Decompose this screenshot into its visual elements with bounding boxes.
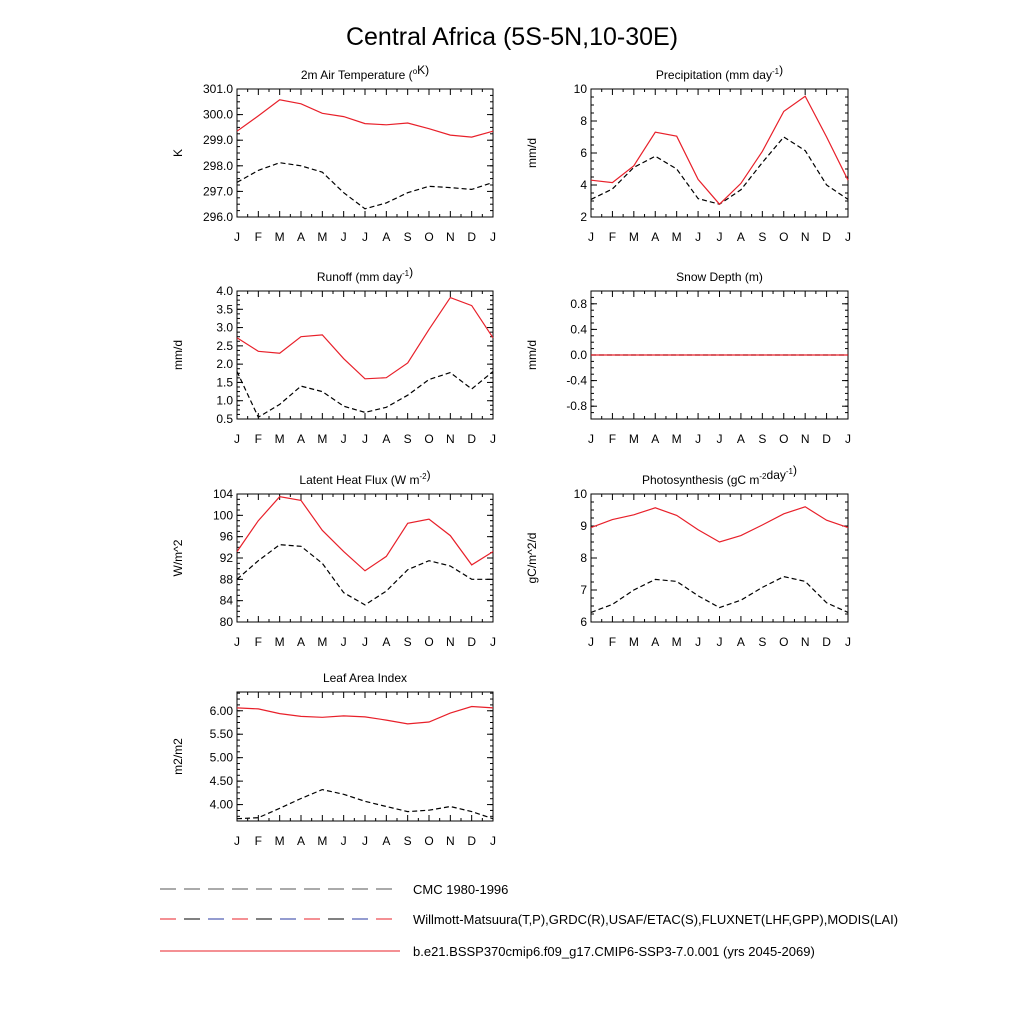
- x-tick-label: M: [274, 635, 285, 649]
- x-tick-label: N: [445, 432, 455, 446]
- x-tick-label: A: [382, 230, 391, 244]
- title-text: ): [409, 265, 414, 279]
- x-tick-label: J: [340, 432, 347, 446]
- y-tick-label: 8: [580, 114, 587, 128]
- x-tick-label: F: [608, 230, 617, 244]
- y-tick-label: 84: [219, 593, 233, 608]
- x-tick-label: D: [467, 432, 477, 446]
- x-tick-label: F: [254, 432, 263, 446]
- x-tick-label: J: [845, 230, 851, 244]
- x-tick-label: O: [424, 432, 434, 446]
- x-tick-label: A: [296, 834, 306, 848]
- panel-6: [525, 463, 851, 649]
- x-tick-label: F: [608, 432, 617, 446]
- x-tick-label: M: [671, 432, 682, 446]
- y-tick-label: 88: [219, 572, 233, 587]
- x-tick-label: J: [234, 635, 240, 649]
- y-axis-label: W/m^2: [171, 539, 185, 577]
- series-line-model: [237, 497, 493, 571]
- y-tick-label: 298.0: [202, 158, 233, 173]
- y-tick-label: 5.00: [209, 750, 233, 765]
- x-tick-label: M: [317, 834, 328, 848]
- x-tick-label: J: [362, 834, 368, 848]
- x-tick-label: N: [800, 230, 810, 244]
- x-tick-label: M: [628, 635, 639, 649]
- panel-title: [656, 63, 783, 82]
- legend-label: b.e21.BSSP370cmip6.f09_g17.CMIP6-SSP3-7.0.001 (yrs 2045-2069): [413, 944, 815, 959]
- series-line-obs: [237, 790, 493, 819]
- panel-title: [323, 671, 407, 685]
- y-tick-label: 2: [580, 210, 587, 224]
- panel-7: [171, 671, 496, 848]
- x-tick-label: S: [403, 432, 412, 446]
- x-tick-label: J: [716, 230, 723, 244]
- legend: [160, 882, 898, 959]
- x-tick-label: J: [588, 635, 594, 649]
- y-tick-label: 296.0: [202, 210, 233, 224]
- panels: [171, 63, 851, 848]
- series-line-obs: [237, 163, 493, 209]
- x-tick-label: J: [490, 635, 496, 649]
- x-tick-label: F: [254, 635, 263, 649]
- x-tick-label: M: [671, 230, 682, 244]
- x-tick-label: N: [445, 635, 455, 649]
- y-tick-label: 10: [573, 82, 587, 96]
- x-tick-label: J: [588, 230, 594, 244]
- title-superscript: -1: [771, 67, 780, 76]
- panel-title: [317, 265, 413, 284]
- x-tick-label: J: [588, 432, 594, 446]
- y-tick-label: 96: [219, 529, 233, 544]
- x-tick-label: D: [467, 635, 477, 649]
- title-text: Snow Depth (m): [676, 270, 763, 284]
- y-tick-label: 0.0: [570, 348, 587, 362]
- panel-title: [676, 270, 763, 284]
- title-text: day: [766, 468, 786, 482]
- title-text: Photosynthesis (gC m: [642, 473, 760, 487]
- y-tick-label: 0.5: [216, 412, 233, 426]
- x-tick-label: J: [234, 432, 240, 446]
- x-tick-label: J: [845, 432, 851, 446]
- x-tick-label: D: [467, 230, 477, 244]
- x-tick-label: J: [845, 635, 851, 649]
- series-line-obs: [591, 577, 848, 613]
- x-tick-label: J: [362, 635, 368, 649]
- x-tick-label: A: [382, 635, 391, 649]
- title-superscript: -2: [759, 472, 767, 481]
- x-tick-label: D: [822, 635, 831, 649]
- x-tick-label: J: [490, 834, 496, 848]
- x-tick-label: M: [274, 432, 285, 446]
- y-tick-label: 6: [580, 615, 587, 629]
- plot-frame: [591, 89, 848, 217]
- y-tick-label: 1.0: [216, 393, 233, 408]
- y-tick-label: 5.50: [209, 727, 233, 742]
- panel-1: [171, 63, 496, 244]
- x-tick-label: S: [758, 432, 767, 446]
- legend-item: [160, 944, 815, 959]
- x-tick-label: A: [382, 432, 391, 446]
- y-axis-label: K: [171, 148, 185, 158]
- x-tick-label: M: [628, 432, 639, 446]
- series-line-model: [591, 96, 848, 204]
- y-tick-label: 2.0: [216, 357, 233, 372]
- panel-2: [525, 63, 851, 244]
- x-tick-label: N: [445, 834, 455, 848]
- series-line-obs: [237, 545, 493, 605]
- y-tick-label: 2.5: [216, 338, 233, 353]
- y-tick-label: 9: [580, 519, 587, 533]
- x-tick-label: J: [234, 834, 240, 848]
- x-tick-label: J: [234, 230, 240, 244]
- y-tick-label: 0.4: [570, 322, 587, 337]
- title-superscript: -2: [419, 472, 427, 481]
- series-line-model: [237, 298, 493, 379]
- legend-label: CMC 1980-1996: [413, 882, 509, 897]
- y-tick-label: 4.00: [209, 797, 233, 812]
- y-tick-label: 299.0: [202, 133, 233, 148]
- x-tick-label: D: [822, 230, 831, 244]
- x-tick-label: F: [254, 230, 263, 244]
- x-tick-label: N: [800, 635, 810, 649]
- x-tick-label: S: [758, 230, 767, 244]
- x-tick-label: M: [628, 230, 639, 244]
- y-tick-label: 297.0: [202, 184, 233, 199]
- x-tick-label: J: [340, 230, 347, 244]
- x-tick-label: O: [424, 635, 434, 649]
- x-tick-label: O: [779, 432, 789, 446]
- x-tick-label: A: [296, 432, 306, 446]
- legend-item: [160, 912, 898, 927]
- x-tick-label: S: [403, 834, 412, 848]
- y-tick-label: 3.0: [216, 320, 233, 335]
- x-tick-label: A: [651, 230, 660, 244]
- x-tick-label: J: [695, 635, 702, 649]
- x-tick-label: A: [296, 230, 306, 244]
- x-tick-label: D: [467, 834, 477, 848]
- title-superscript: -1: [785, 467, 793, 476]
- y-tick-label: 4.50: [209, 774, 233, 789]
- x-tick-label: J: [490, 230, 496, 244]
- panel-4: [525, 270, 851, 446]
- x-tick-label: O: [424, 230, 434, 244]
- x-tick-label: A: [651, 635, 660, 649]
- x-tick-label: M: [317, 635, 328, 649]
- y-tick-label: 4.0: [216, 284, 233, 298]
- y-tick-label: 1.5: [216, 375, 233, 390]
- y-tick-label: 100: [212, 508, 233, 523]
- y-tick-label: 3.5: [216, 302, 233, 317]
- x-tick-label: A: [296, 635, 306, 649]
- title-text: ): [779, 63, 784, 77]
- title-text: Runoff (mm day: [316, 270, 403, 284]
- x-tick-label: A: [736, 635, 745, 649]
- panel-title: [642, 463, 797, 487]
- panel-5: [171, 468, 496, 649]
- x-tick-label: M: [317, 230, 328, 244]
- x-tick-label: J: [362, 432, 368, 446]
- x-tick-label: F: [608, 635, 617, 649]
- plot-frame: [237, 494, 493, 622]
- series-line-obs: [591, 137, 848, 204]
- y-tick-label: 6: [580, 146, 587, 160]
- x-tick-label: J: [340, 635, 347, 649]
- x-tick-label: J: [340, 834, 347, 848]
- y-axis-label: m2/m2: [171, 738, 185, 775]
- panel-3: [171, 265, 496, 446]
- x-tick-label: F: [254, 834, 263, 848]
- title-superscript: -1: [402, 269, 410, 278]
- plot-frame: [237, 89, 493, 217]
- x-tick-label: O: [424, 834, 434, 848]
- y-tick-label: 301.0: [202, 82, 233, 96]
- x-tick-label: J: [695, 432, 702, 446]
- x-tick-label: A: [736, 432, 745, 446]
- x-tick-label: M: [274, 230, 285, 244]
- y-tick-label: 10: [573, 487, 587, 501]
- series-line-model: [237, 100, 493, 137]
- x-tick-label: S: [403, 635, 412, 649]
- x-tick-label: M: [317, 432, 328, 446]
- x-tick-label: J: [490, 432, 496, 446]
- title-superscript: o: [412, 67, 418, 76]
- y-tick-label: 80: [219, 615, 233, 629]
- x-tick-label: J: [716, 432, 723, 446]
- panel-title: [299, 468, 430, 487]
- x-tick-label: J: [716, 635, 723, 649]
- y-tick-label: 104: [212, 487, 233, 501]
- x-tick-label: O: [779, 635, 789, 649]
- y-axis-label: mm/d: [525, 138, 539, 168]
- y-tick-label: 0.8: [570, 296, 587, 311]
- y-tick-label: 92: [219, 551, 233, 565]
- x-tick-label: S: [758, 635, 767, 649]
- x-tick-label: N: [800, 432, 810, 446]
- x-tick-label: M: [671, 635, 682, 649]
- y-tick-label: 300.0: [202, 107, 233, 122]
- legend-label: Willmott-Matsuura(T,P),GRDC(R),USAF/ETAC(S),FLUXNET(LHF,GPP),MODIS(LAI): [413, 912, 899, 927]
- plot-frame: [237, 291, 493, 419]
- panel-title: [301, 63, 429, 82]
- y-tick-label: -0.4: [566, 373, 587, 388]
- title-text: K): [417, 63, 430, 77]
- legend-item: [160, 882, 508, 897]
- title-text: Latent Heat Flux (W m: [299, 473, 420, 487]
- x-tick-label: J: [695, 230, 702, 244]
- y-axis-label: mm/d: [171, 340, 185, 370]
- x-tick-label: D: [822, 432, 831, 446]
- y-tick-label: 4: [580, 178, 587, 192]
- main-title: Central Africa (5S-5N,10-30E): [345, 23, 679, 51]
- title-text: ): [793, 463, 797, 477]
- y-tick-label: 8: [580, 551, 587, 565]
- x-tick-label: O: [779, 230, 789, 244]
- x-tick-label: A: [736, 230, 745, 244]
- x-tick-label: A: [382, 834, 391, 848]
- y-tick-label: 7: [580, 583, 587, 597]
- x-tick-label: M: [274, 834, 285, 848]
- title-text: ): [426, 468, 431, 482]
- y-tick-label: -0.8: [566, 399, 587, 414]
- plot-frame: [591, 494, 848, 622]
- x-tick-label: A: [651, 432, 660, 446]
- x-tick-label: N: [445, 230, 455, 244]
- title-text: Leaf Area Index: [322, 671, 408, 685]
- title-text: 2m Air Temperature (: [300, 68, 413, 82]
- y-tick-label: 6.00: [209, 703, 233, 718]
- y-axis-label: mm/d: [525, 340, 539, 370]
- series-line-model: [237, 707, 493, 724]
- series-line-model: [591, 507, 848, 542]
- x-tick-label: J: [362, 230, 368, 244]
- y-axis-label: gC/m^2/d: [525, 532, 539, 584]
- x-tick-label: S: [403, 230, 412, 244]
- title-text: Precipitation (mm day: [655, 68, 772, 82]
